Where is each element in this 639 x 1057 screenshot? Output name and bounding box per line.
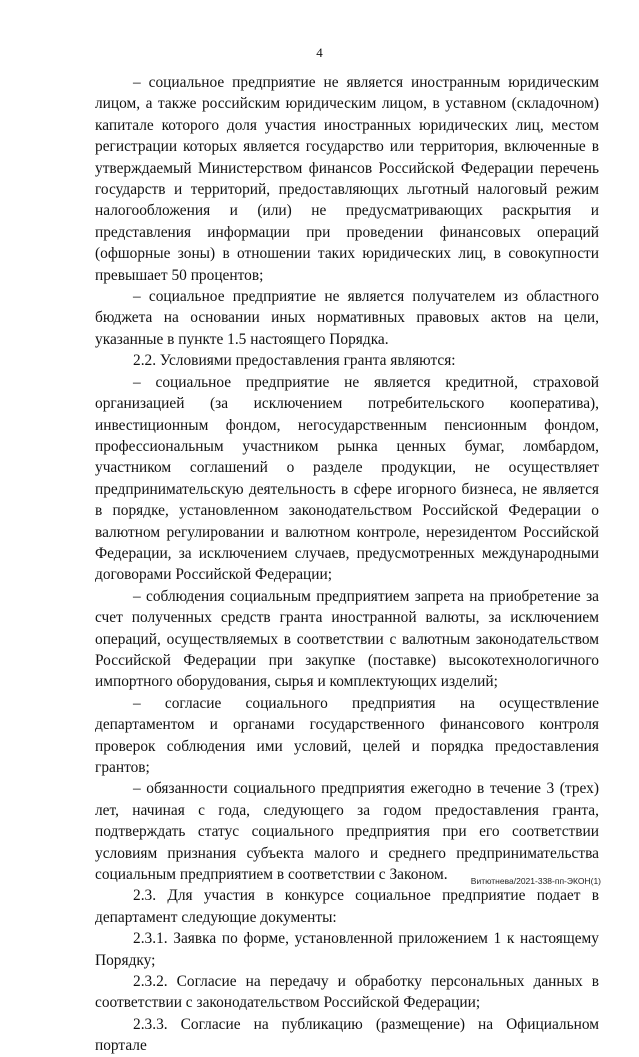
document-body	[95, 72, 599, 1057]
paragraph-not-budget-recipient: – социальное предприятие не является получателем из областного бюджета на основании иных нормативных правовых актов на цели, указанные в пункте 1.5 настоящего Порядка.	[95, 288, 599, 348]
paragraph-status-confirmation: – обязанности социального предприятия ежегодно в течение 3 (трех) лет, начиная с года, следующего за годом предоставления гранта, подтверждать статус социального предприятия при его соответствии условиям признания субъекта малого и среднего предпринимательства социальным предприятием в соответствии с Законом.	[95, 780, 599, 884]
item-2-3-3: 2.3.3. Согласие на публикацию (размещение) на Официальном портале	[95, 1015, 599, 1055]
paragraph-not-credit-org: – социальное предприятие не является кредитной, страховой организацией (за исключением потребительского кооператива), инвестиционным фондом, негосударственным пенсионным фондом, профессиональным участником рынка ценных бумаг, ломбардом, участником соглашений о разделе продукции, не осуществляет предпринимательскую деятельность в сфере игорного бизнеса, не является в порядке, установленном законодательством Российской Федерации о валютном регулировании и валютном контроле, нерезидентом Российской Федерации, за исключением случаев, предусмотренных международными договорами Российской Федерации;	[95, 373, 599, 584]
paragraph-currency-ban: – соблюдения социальным предприятием запрета на приобретение за счет полученных средств гранта иностранной валюты, за исключением операций, осуществляемых в соответствии с валютным законодательством Российской Федерации при закупке (поставке) высокотехнологичного импортного оборудования, сырья и комплектующих изделий;	[95, 587, 599, 691]
paragraph-foreign-entity: – социальное предприятие не является иностранным юридическим лицом, а также российским юридическим лицом, в уставном (складочном) капитале которого доля участия иностранных юридических лиц, местом регистрации которых является государство или территория, включенные в утверждаемый Министерством финансов Российской Федерации перечень государств и территорий, предоставляющих льготный налоговый режим налогообложения и (или) не предусматривающих раскрытия и представления информации при проведении финансовых операций (офшорные зоны) в отношении таких юридических лиц, в совокупности превышает 50 процентов;	[95, 74, 599, 284]
item-2-3-1: 2.3.1. Заявка по форме, установленной приложением 1 к настоящему Порядку;	[95, 930, 599, 969]
section-2-3-heading: 2.3. Для участия в конкурсе социальное предприятие подает в департамент следующие документы:	[95, 887, 599, 926]
footer-document-code: Витютнева/2021-338-пп-ЭКОН(1)	[470, 876, 601, 886]
paragraph-inspection-consent: – согласие социального предприятия на осуществление департаментом и органами государственного финансового контроля проверок соблюдения ими условий, целей и порядка предоставления грантов;	[95, 694, 599, 776]
section-2-2-heading: 2.2. Условиями предоставления гранта являются:	[133, 352, 456, 370]
page-number: 4	[316, 45, 323, 60]
item-2-3-2: 2.3.2. Согласие на передачу и обработку персональных данных в соответствии с законодательством Российской Федерации;	[95, 973, 599, 1012]
